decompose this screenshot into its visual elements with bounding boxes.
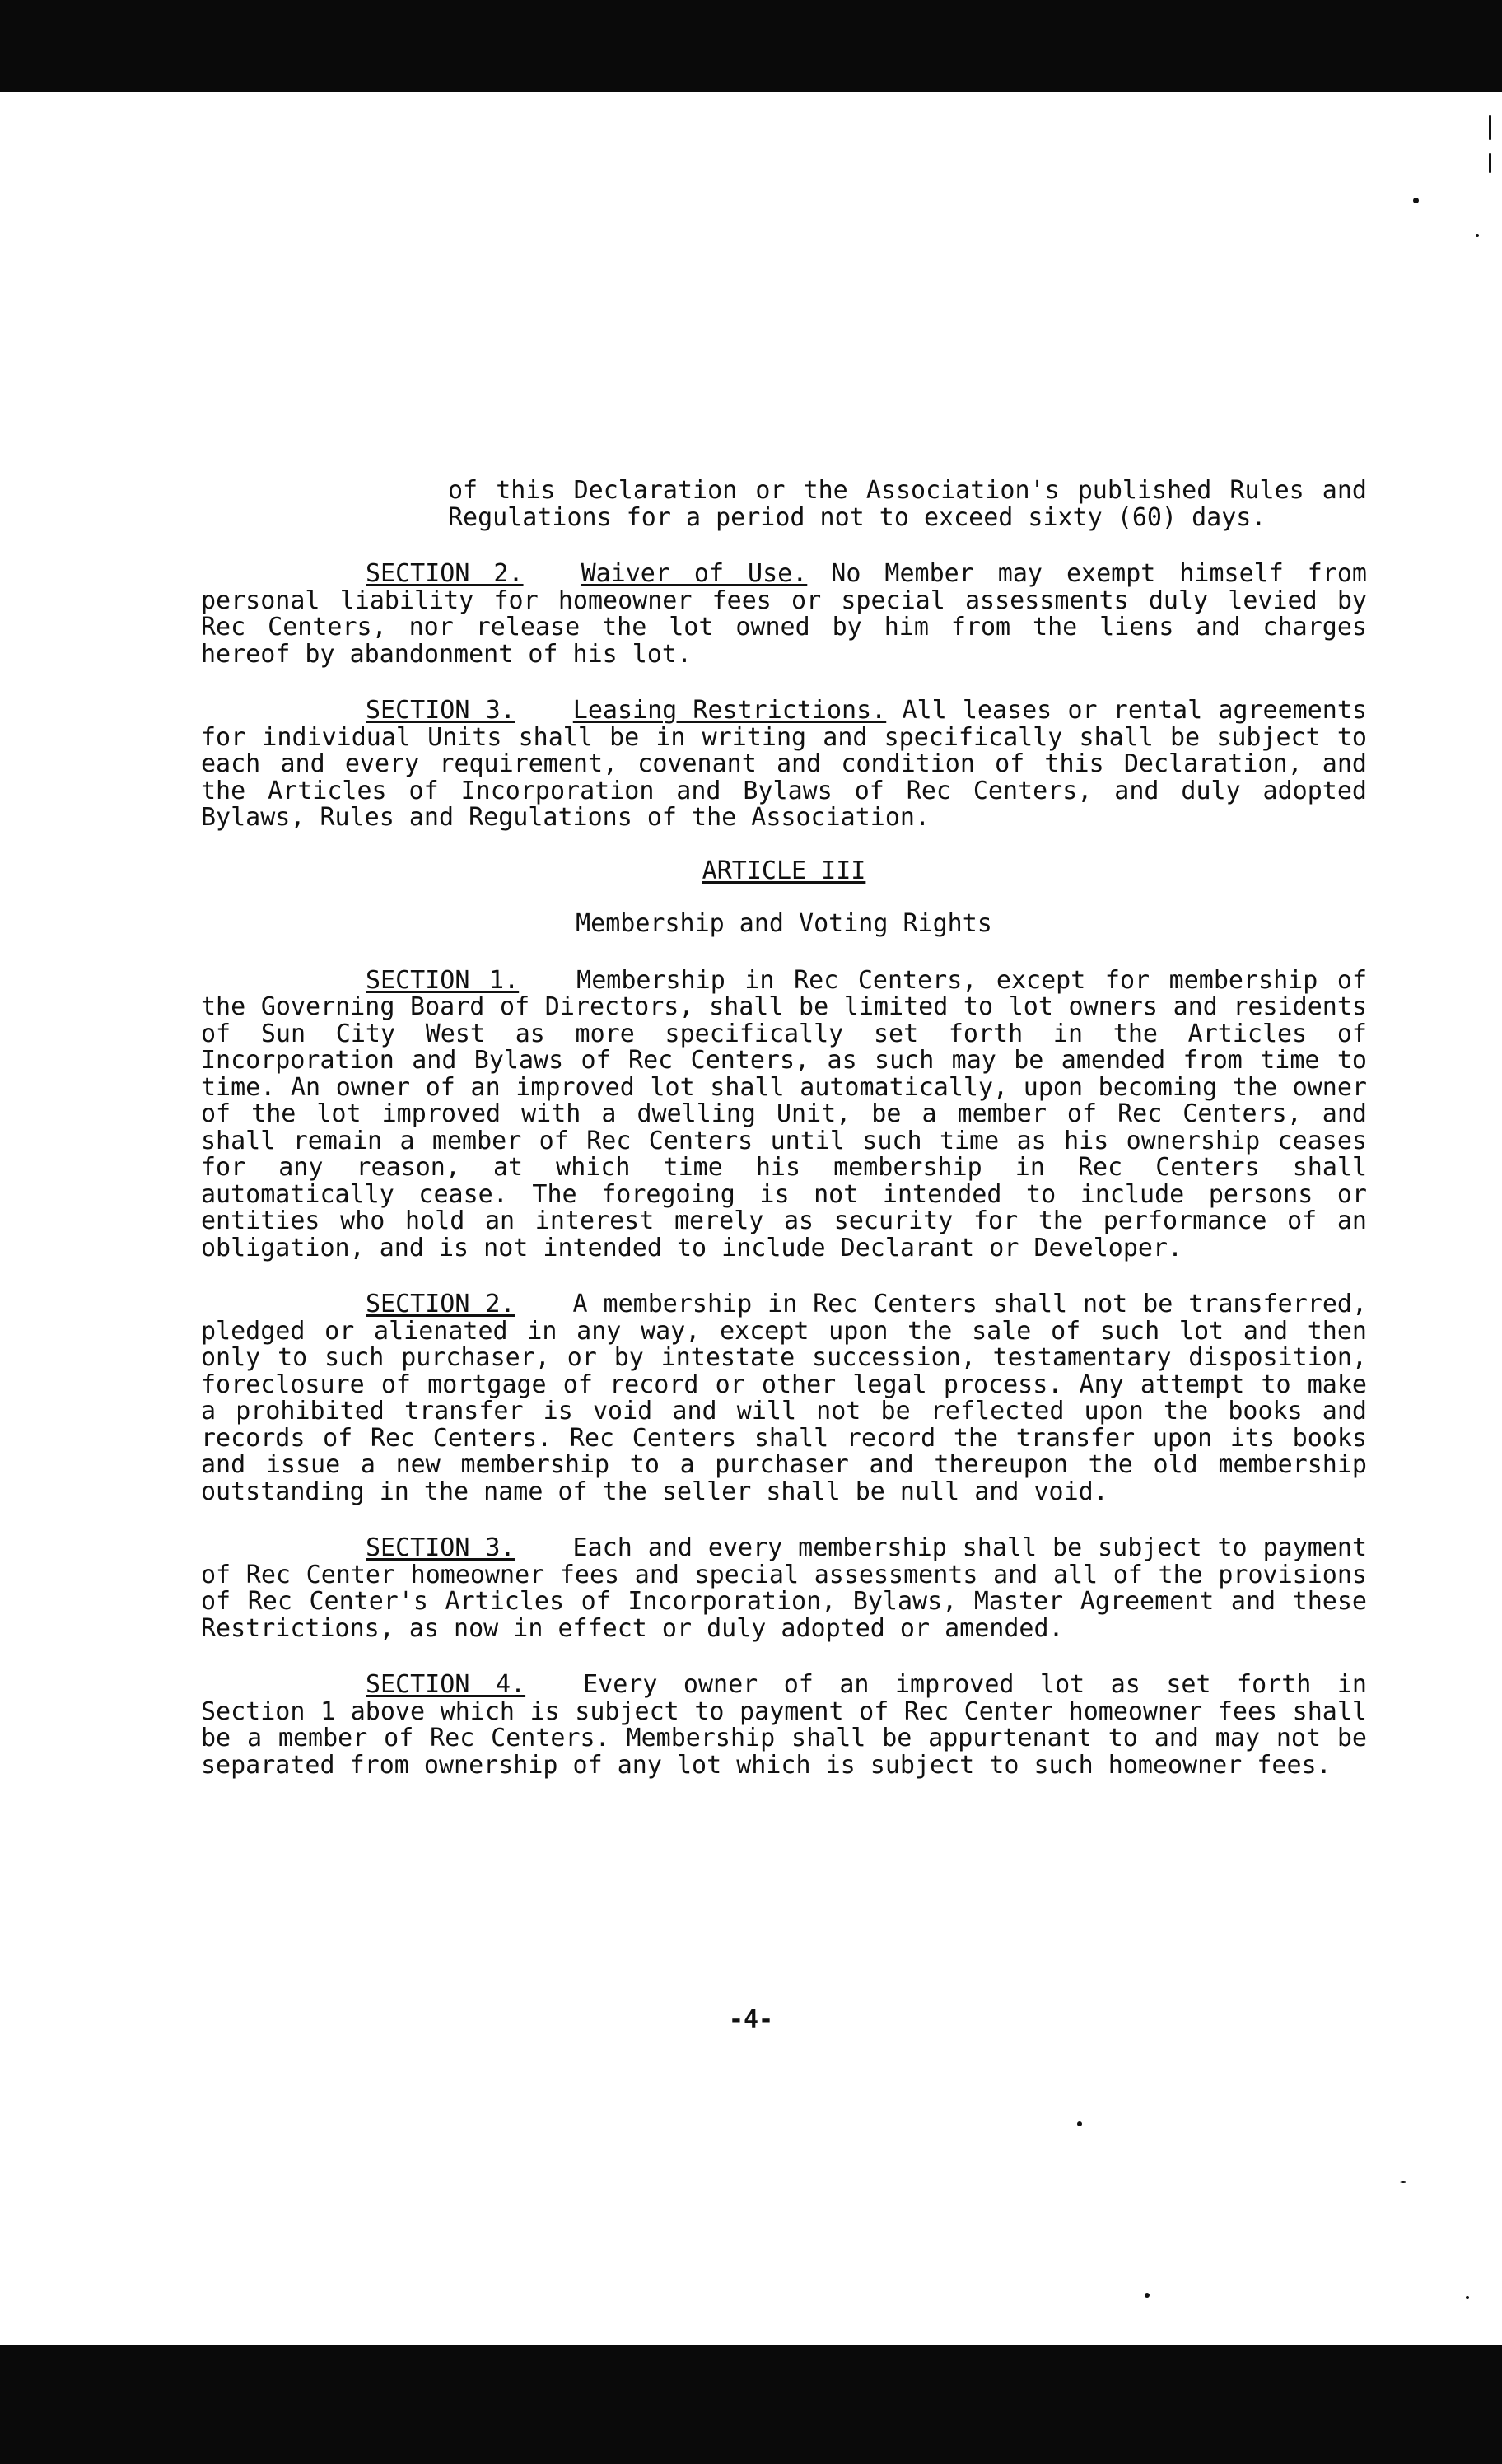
section-label: SECTION 2.	[366, 1290, 515, 1318]
scan-border-bottom	[0, 2345, 1502, 2464]
scan-speck	[1466, 2296, 1469, 2299]
article3-section4-paragraph	[201, 1672, 1367, 1779]
scan-speck	[1077, 2121, 1082, 2126]
article-title: ARTICLE III	[702, 856, 866, 885]
scan-speck	[1400, 2181, 1406, 2183]
intro-text: of this Declaration or the Association's published Rules and Regulations for a period not to exceed sixty (60) days.	[448, 476, 1367, 532]
article3-section3-paragraph	[201, 1535, 1367, 1642]
article2-section3-paragraph	[201, 698, 1367, 832]
section-label: SECTION 3.	[366, 1533, 515, 1562]
section-heading: Leasing Restrictions.	[572, 696, 887, 725]
section-text: A membership in Rec Centers shall not be transferred, pledged or alienated in any way, except upon the sale of such lot and then only to such purchaser, or by intestate succession, testamentary disposition, foreclosure of mortgage of record or other legal process. Any attempt to make a prohibited transfer is void and will not be reflected upon the books and records of Rec Centers. Rec Centers shall record the transfer upon its books and issue a new membership to a purchaser and thereupon the old membership outstanding in the name of the seller shall be null and void.	[201, 1290, 1368, 1506]
scan-border-top	[0, 0, 1502, 92]
scan-speck	[1476, 234, 1479, 237]
section-text: No Member may exempt himself from personal liability for homeowner fees or special assessments duly levied by Rec Centers, nor release the lot owned by him from the liens and charges hereof by abandonment of his lot.	[201, 559, 1367, 669]
section-heading: Waiver of Use.	[581, 559, 808, 588]
section-label: SECTION 1.	[366, 965, 520, 995]
section-label: SECTION 2.	[366, 559, 524, 588]
section-text: All leases or rental agreements for individual Units shall be in writing and specifically shall be subject to each and every requirement, covenant and condition of this Declaration, and the Articles of Incorporation and Bylaws of Rec Centers, and duly adopted Bylaws, Rules and Regulations of the Association.	[201, 696, 1367, 832]
section-text: Each and every membership shall be subject to payment of Rec Center homeowner fees and special assessments and all of the provisions of Rec Center's Articles of Incorporation, Bylaws, Master Agreement and these Restrictions, as now in effect or duly adopted or amended.	[201, 1533, 1368, 1643]
section-label: SECTION 3.	[366, 696, 515, 725]
page-number: -4-	[728, 2005, 774, 2034]
scan-speck	[1489, 115, 1491, 140]
article3-section2-paragraph	[201, 1291, 1367, 1505]
document-body	[201, 478, 1367, 1779]
intro-paragraph	[201, 478, 1367, 531]
article-heading	[201, 858, 1367, 885]
article-subtitle: Membership and Voting Rights	[576, 909, 992, 938]
scan-speck	[1489, 153, 1491, 173]
article3-section1-paragraph	[201, 965, 1367, 1262]
article2-section2-paragraph	[201, 561, 1367, 668]
section-label: SECTION 4.	[366, 1670, 526, 1699]
scan-speck	[1413, 198, 1419, 203]
section-text: Membership in Rec Centers, except for membership of the Governing Board of Directors, shall be limited to lot owners and residents of Sun City West as more specifically set forth in the Articles of Incorporation and Bylaws of Rec Centers, as such may be amended from time to time. An owner of an improved lot shall automatically, upon becoming the owner of the lot improved with a dwelling Unit, be a member of Rec Centers, and shall remain a member of Rec Centers until such time as his ownership ceases for any reason, at which time his membership in Rec Centers shall automatically cease. The foregoing is not intended to include persons or entities who hold an interest merely as security for the performance of an obligation, and is not intended to include Declarant or Developer.	[201, 965, 1367, 1262]
section-text: Every owner of an improved lot as set forth in Section 1 above which is subject to payment of Rec Center homeowner fees shall be a member of Rec Centers. Membership shall be appurtenant to and may not be separated from ownership of any lot which is subject to such homeowner fees.	[201, 1670, 1367, 1780]
scan-speck	[1145, 2293, 1150, 2298]
